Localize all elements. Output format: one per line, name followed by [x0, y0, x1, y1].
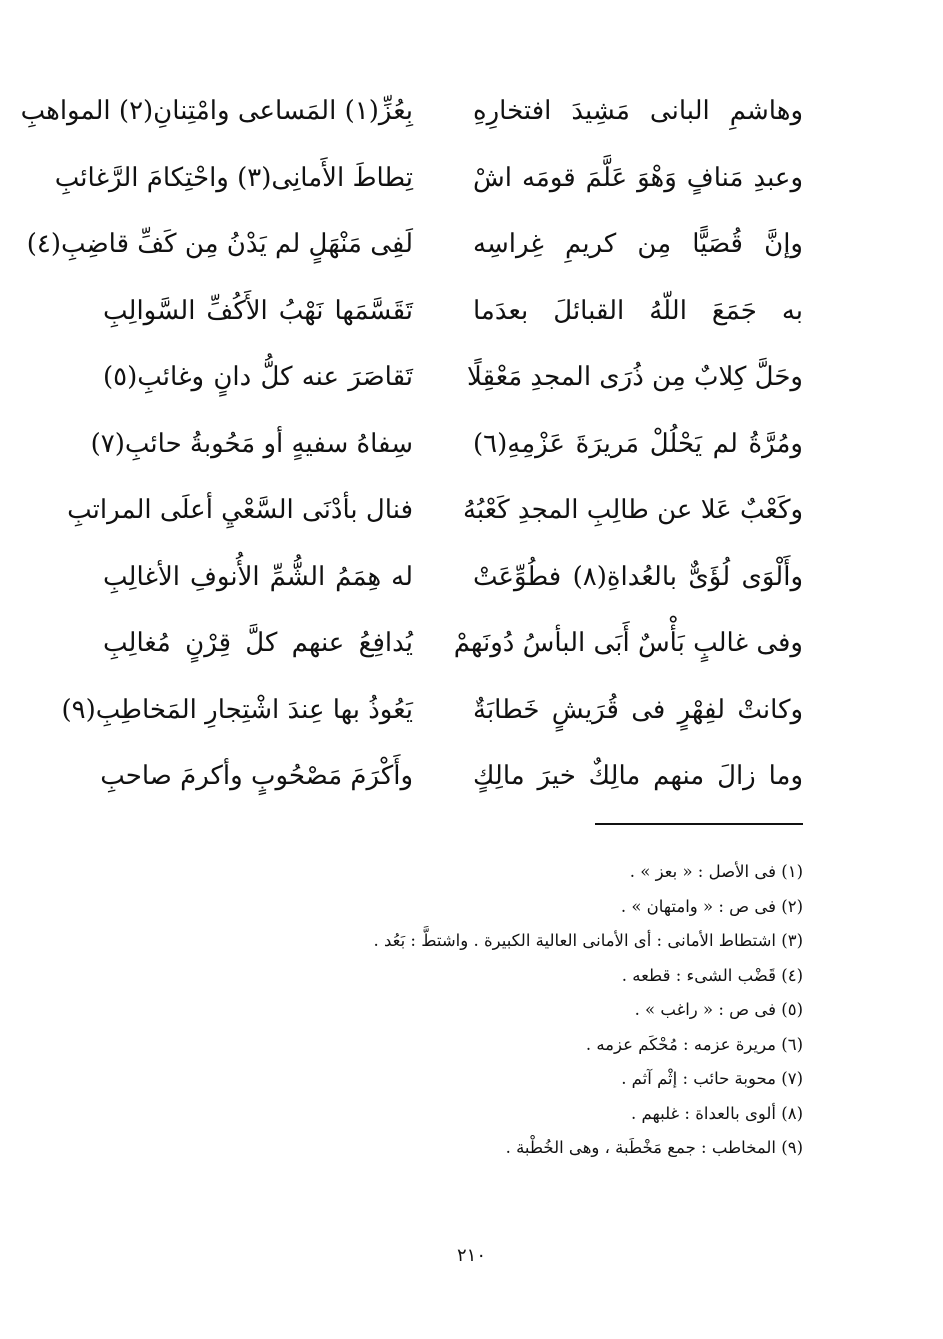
verse-line	[103, 278, 803, 345]
footnote-item: (٤) قَضْب الشىء : قطعه .	[621, 965, 803, 985]
verse-first-hemistich: وكانتْ لفِهْرٍ فى قُرَيشٍ خَطابَةٌ	[473, 694, 803, 725]
verse-first-hemistich: وكَعْبٌ عَلا عن طالِبِ المجدِ كَعْبُهُ	[462, 495, 803, 526]
poem-verses	[20, 78, 803, 810]
footnote-item: (٨) ألوى بالعداة : غلبهم .	[631, 1103, 803, 1123]
verse-line	[103, 610, 803, 677]
footnotes	[183, 855, 803, 1166]
verse-second-hemistich: لَفِى مَنْهَلٍ لم يَدْنُ مِن كَفِّ قاضِبِ(٤)	[26, 229, 413, 260]
footnote-item: (٣) اشتطاط الأمانى : أى الأمانى العالية الكبيرة . واشتطَّ : بَعُد .	[373, 931, 803, 950]
footnote-separator	[595, 823, 803, 825]
verse-second-hemistich: بِعُزِّ(١) المَساعى وامْتِنانِ(٢) المواهبِ	[20, 96, 413, 127]
verse-line	[103, 544, 803, 611]
verse-first-hemistich: وهاشمِ البانى مَشِيدَ افتخارِهِ	[473, 96, 803, 127]
verse-first-hemistich: به جَمَعَ اللّهُ القبائلَ بعدَما	[473, 295, 803, 326]
footnote-item: (٧) محوبة حائب : إثْم آثم .	[621, 1069, 803, 1088]
verse-line	[90, 411, 803, 478]
footnote-item: (١) فى الأصل : « بعز » .	[629, 862, 803, 881]
footnote-item: (٩) المخاطب : جمع مَخْطَبة ، وهى الخُطْبة .	[505, 1138, 803, 1157]
verse-first-hemistich: وما زالَ منهم مالِكٌ خيرَ مالِكٍ	[473, 761, 803, 792]
verse-line	[20, 78, 803, 145]
verse-first-hemistich: ومُرَّةُ لم يَحْلُلْ مَريرَةَ عَزْمِهِ(٦)	[473, 428, 803, 459]
verse-line	[54, 145, 803, 212]
verse-line	[103, 344, 803, 411]
verse-first-hemistich: وعبدِ مَنافٍ وَهْوَ عَلَّمَ قومَه اشْ	[473, 162, 803, 193]
verse-second-hemistich: تَقَسَّمَها نَهْبُ الأَكُفِّ السَّوالِبِ	[103, 295, 413, 326]
verse-second-hemistich: يَعُوذُ بها عِندَ اشْتِجارِ المَخاطِبِ(٩)	[61, 694, 413, 725]
verse-second-hemistich: فنال بأدْنَى السَّعْيِ أعلَى المراتبِ	[67, 495, 413, 526]
verse-line	[26, 211, 803, 278]
verse-second-hemistich: تَقاصَرَ عنه كلُّ دانٍ وغائبِ(٥)	[103, 362, 413, 393]
footnote-item: (٥) فى ص : « راغب » .	[634, 1000, 803, 1019]
verse-first-hemistich: وفى غالبٍ بَأْسٌ أَبَى البأسُ دُونَهمْ	[453, 628, 803, 659]
footnote-item: (٢) فى ص : « وامتهان » .	[620, 896, 803, 916]
footnote-item: (٦) مريرة عزمه : مُحْكَم عزمه .	[585, 1034, 803, 1054]
verse-second-hemistich: له هِمَمُ الشُّمِّ الأُنوفِ الأغالِبِ	[103, 561, 413, 592]
verse-first-hemistich: وحَلَّ كِلابٌ مِن ذُرَى المجدِ مَعْقِلًا	[467, 362, 803, 393]
verse-first-hemistich: وأَلْوَى لُؤَىٌّ بالعُداةِ(٨) فطُوِّعَتْ	[473, 561, 803, 592]
verse-second-hemistich: يُدافِعُ عنهم كلَّ قِرْنٍ مُغالِبِ	[103, 628, 413, 659]
verse-line	[61, 677, 803, 744]
verse-line	[100, 743, 803, 810]
verse-second-hemistich: وأَكْرَمَ مَصْحُوبٍ وأكرمَ صاحبِ	[100, 761, 413, 792]
verse-second-hemistich: سِفاهُ سفيهٍ أو مَحُوبةُ حائبِ(٧)	[90, 428, 413, 459]
verse-second-hemistich: تِطاطَ الأَمانِى(٣) واحْتِكامَ الرَّغائبِ	[54, 162, 413, 193]
page-number: ٢١٠	[456, 1245, 486, 1266]
verse-line	[67, 477, 803, 544]
verse-first-hemistich: وإنَّ قُصَيًّا مِن كريمِ غِراسِه	[473, 229, 803, 260]
